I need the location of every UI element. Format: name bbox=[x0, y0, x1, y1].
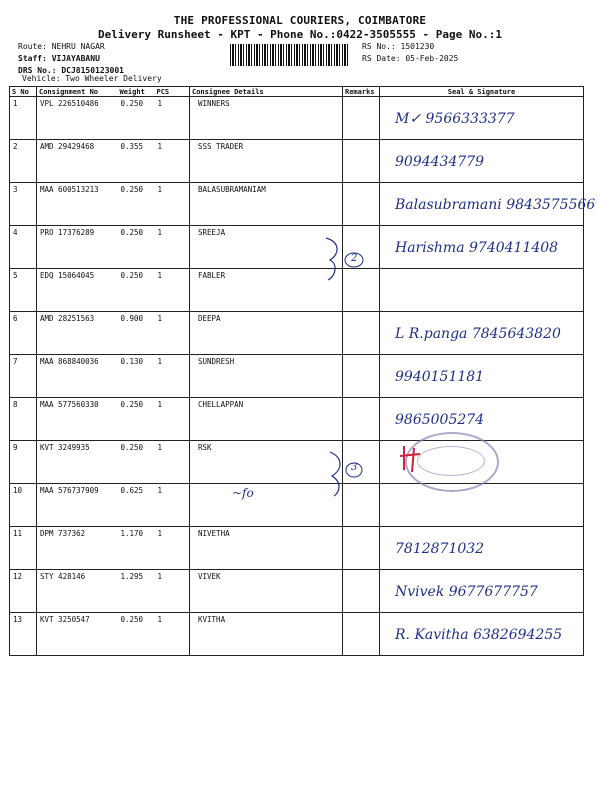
vehicle-label: Vehicle: Two Wheeler Delivery bbox=[22, 74, 162, 83]
row-weight: 0.250 bbox=[118, 97, 155, 140]
row-weight: 0.625 bbox=[118, 484, 155, 527]
table-row bbox=[10, 226, 584, 269]
row-consignment-no: STY 428146 bbox=[37, 570, 118, 613]
table-row bbox=[10, 355, 584, 398]
row-weight: 1.295 bbox=[118, 570, 155, 613]
row-signature bbox=[380, 312, 584, 355]
row-signature bbox=[380, 355, 584, 398]
table-row bbox=[10, 570, 584, 613]
row-consignee: SREEJA bbox=[190, 226, 343, 269]
stamp-signature-scribble bbox=[398, 444, 428, 478]
row-pcs: 1 bbox=[155, 484, 190, 527]
row-pcs: 1 bbox=[155, 441, 190, 484]
col-weight: Weight bbox=[118, 87, 155, 97]
row-consignee: NIVETHA bbox=[190, 527, 343, 570]
row-pcs: 1 bbox=[155, 570, 190, 613]
row-weight: 0.355 bbox=[118, 140, 155, 183]
handwritten-circle-mark: 3 bbox=[326, 450, 376, 502]
row-pcs: 1 bbox=[155, 355, 190, 398]
handwritten-signature: 9865005274 bbox=[395, 412, 485, 428]
col-remarks: Remarks bbox=[343, 87, 380, 97]
row-consignee: BALASUBRAMANIAM bbox=[190, 183, 343, 226]
col-consignee: Consignee Details bbox=[190, 87, 343, 97]
row-consignment-no: KVT 3250547 bbox=[37, 613, 118, 656]
route-label: Route: NEHRU NAGAR bbox=[18, 42, 105, 51]
row-weight: 0.250 bbox=[118, 269, 155, 312]
row-pcs: 1 bbox=[155, 269, 190, 312]
row-weight: 0.250 bbox=[118, 398, 155, 441]
col-consignment: Consignment No bbox=[37, 87, 118, 97]
row-consignee: SSS TRADER bbox=[190, 140, 343, 183]
row-consignee: KVITHA bbox=[190, 613, 343, 656]
staff-label: Staff: VIJAYABANU bbox=[18, 54, 100, 63]
row-consignment-no: MAA 868840036 bbox=[37, 355, 118, 398]
row-sno: 4 bbox=[10, 226, 37, 269]
row-weight: 0.250 bbox=[118, 613, 155, 656]
row-weight: 0.250 bbox=[118, 226, 155, 269]
row-pcs: 1 bbox=[155, 140, 190, 183]
table-row bbox=[10, 183, 584, 226]
row-pcs: 1 bbox=[155, 312, 190, 355]
row-remarks bbox=[343, 398, 380, 441]
col-sno: S No bbox=[10, 87, 37, 97]
handwritten-signature: L R.panga 7845643820 bbox=[395, 326, 561, 342]
row-sno: 13 bbox=[10, 613, 37, 656]
row-sno: 1 bbox=[10, 97, 37, 140]
row-sno: 11 bbox=[10, 527, 37, 570]
row-consignment-no: KVT 3249935 bbox=[37, 441, 118, 484]
row-pcs: 1 bbox=[155, 183, 190, 226]
row-signature bbox=[380, 484, 584, 527]
rs-date: RS Date: 05-Feb-2025 bbox=[362, 54, 459, 63]
row-sno: 7 bbox=[10, 355, 37, 398]
table-row bbox=[10, 613, 584, 656]
runsheet-meta-left bbox=[18, 41, 124, 77]
row-pcs: 1 bbox=[155, 398, 190, 441]
row10-handwritten-note: ~fo bbox=[232, 486, 254, 500]
handwritten-signature: R. Kavitha 6382694255 bbox=[395, 627, 563, 643]
row-weight: 1.170 bbox=[118, 527, 155, 570]
row-remarks bbox=[343, 183, 380, 226]
row-pcs: 1 bbox=[155, 97, 190, 140]
row-consignment-no: PRO 17376289 bbox=[37, 226, 118, 269]
row-sno: 5 bbox=[10, 269, 37, 312]
row-signature bbox=[380, 97, 584, 140]
row-consignee: SUNDRESH bbox=[190, 355, 343, 398]
row-consignment-no: AMD 29429468 bbox=[37, 140, 118, 183]
handwritten-signature: Harishma 9740411408 bbox=[395, 240, 559, 256]
row-weight: 0.130 bbox=[118, 355, 155, 398]
row-consignee bbox=[190, 484, 343, 527]
table-row bbox=[10, 312, 584, 355]
row-consignee: RSK bbox=[190, 441, 343, 484]
row-sno: 2 bbox=[10, 140, 37, 183]
handwritten-signature: Balasubramani 9843575566 bbox=[395, 197, 596, 213]
row-remarks bbox=[343, 312, 380, 355]
row-signature bbox=[380, 527, 584, 570]
row-consignee: DEEPA bbox=[190, 312, 343, 355]
row-remarks bbox=[343, 97, 380, 140]
row-sno: 10 bbox=[10, 484, 37, 527]
rs-number: RS No.: 1501230 bbox=[362, 42, 435, 51]
row-weight: 0.900 bbox=[118, 312, 155, 355]
row-signature bbox=[380, 570, 584, 613]
row-remarks bbox=[343, 527, 380, 570]
row-sno: 6 bbox=[10, 312, 37, 355]
table-row bbox=[10, 484, 584, 527]
row-consignee: FABLER bbox=[190, 269, 343, 312]
col-pcs: PCS bbox=[155, 87, 190, 97]
row-signature bbox=[380, 183, 596, 226]
table-row bbox=[10, 269, 584, 312]
row-consignee: CHELLAPPAN bbox=[190, 398, 343, 441]
handwritten-circle-mark: 2 bbox=[318, 234, 368, 288]
row-consignee: WINNERS bbox=[190, 97, 343, 140]
row-consignee: VIVEK bbox=[190, 570, 343, 613]
row-remarks bbox=[343, 140, 380, 183]
row-sno: 12 bbox=[10, 570, 37, 613]
row-weight: 0.250 bbox=[118, 183, 155, 226]
handwritten-signature: 9940151181 bbox=[395, 369, 485, 385]
row-pcs: 1 bbox=[155, 226, 190, 269]
handwritten-signature: Nvivek 9677677757 bbox=[395, 584, 538, 600]
row-consignment-no: MAA 577560330 bbox=[37, 398, 118, 441]
table-row bbox=[10, 398, 584, 441]
drs-number: DRS No.: DCJ8150123001 bbox=[18, 66, 124, 75]
row-sno: 9 bbox=[10, 441, 37, 484]
runsheet-table bbox=[9, 86, 596, 656]
row-signature bbox=[380, 398, 584, 441]
document-subtitle: Delivery Runsheet - KPT - Phone No.:0422-3505555 - Page No.:1 bbox=[98, 28, 502, 41]
handwritten-signature: 7812871032 bbox=[395, 541, 485, 557]
row-sno: 3 bbox=[10, 183, 37, 226]
row-consignment-no: AMD 28251563 bbox=[37, 312, 118, 355]
row-remarks bbox=[343, 570, 380, 613]
table-row bbox=[10, 97, 584, 140]
barcode bbox=[230, 44, 348, 66]
row-sno: 8 bbox=[10, 398, 37, 441]
table-row bbox=[10, 140, 584, 183]
row-signature bbox=[380, 140, 584, 183]
row-consignment-no: EDQ 15064045 bbox=[37, 269, 118, 312]
row-consignment-no: MAA 576737909 bbox=[37, 484, 118, 527]
row-consignment-no: VPL 226510486 bbox=[37, 97, 118, 140]
handwritten-signature: 9094434779 bbox=[395, 154, 485, 170]
row-consignment-no: MAA 600513213 bbox=[37, 183, 118, 226]
row-remarks bbox=[343, 355, 380, 398]
runsheet-meta-right bbox=[362, 41, 458, 65]
row-weight: 0.250 bbox=[118, 441, 155, 484]
row-pcs: 1 bbox=[155, 527, 190, 570]
row-signature bbox=[380, 226, 584, 269]
row-pcs: 1 bbox=[155, 613, 190, 656]
table-row bbox=[10, 527, 584, 570]
document-title: THE PROFESSIONAL COURIERS, COIMBATORE bbox=[173, 14, 427, 27]
row-signature bbox=[380, 613, 584, 656]
table-header-row bbox=[10, 87, 584, 97]
handwritten-signature: M✓ 9566333377 bbox=[395, 111, 515, 127]
row-remarks bbox=[343, 613, 380, 656]
row-consignment-no: DPM 737362 bbox=[37, 527, 118, 570]
row-signature bbox=[380, 269, 584, 312]
col-seal-signature: Seal & Signature bbox=[380, 87, 584, 97]
